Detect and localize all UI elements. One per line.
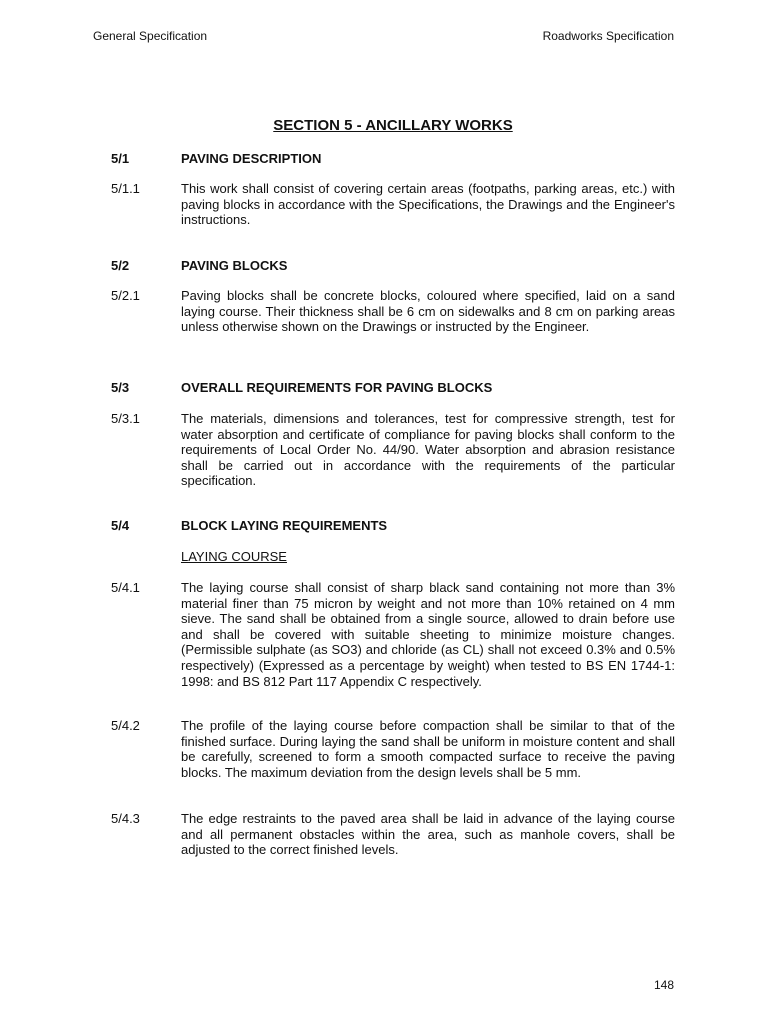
clause-number-5-1-1: 5/1.1 (111, 181, 140, 196)
clause-number-5-1: 5/1 (111, 151, 130, 166)
clause-text-5-2-1: Paving blocks shall be concrete blocks, coloured where specified, laid on a sand laying course. Their thickness shall be 6 cm on sidewalks and 8 cm on parking areas unless otherwise shown on the Drawings or instructed by the Engineer. (181, 288, 675, 335)
clause-heading-paving-description: PAVING DESCRIPTION (181, 151, 322, 166)
clause-text-5-4-2: The profile of the laying course before compaction shall be similar to that of the finished surface. During laying the sand shall be uniform in moisture content and shall be carefully, screened to form a smooth compacted surface to receive the paving blocks. The maximum deviation from the design levels shall be 5 mm. (181, 718, 675, 780)
section-title: SECTION 5 - ANCILLARY WORKS (273, 117, 513, 134)
subheading-laying-course: LAYING COURSE (181, 549, 287, 564)
clause-number-5-4-2: 5/4.2 (111, 718, 140, 733)
page-number: 148 (653, 978, 674, 992)
running-header-left: General Specification (93, 29, 208, 43)
clause-text-5-1-1: This work shall consist of covering certain areas (footpaths, parking areas, etc.) with paving blocks in accordance with the Specifications, the Drawings and the Engineer's instructions. (181, 181, 675, 228)
running-header-right: Roadworks Specification (542, 29, 674, 43)
clause-text-5-4-3: The edge restraints to the paved area shall be laid in advance of the laying course and all permanent obstacles within the area, such as manhole covers, shall be adjusted to the correct finished levels. (181, 811, 675, 858)
clause-number-5-3-1: 5/3.1 (111, 411, 140, 426)
clause-text-5-4-1: The laying course shall consist of sharp black sand containing not more than 3% material finer than 75 micron by weight and not more than 10% retained on 4 mm sieve. The sand shall be obtained from a single source, allowed to drain before use and shall be covered with suitable sheeting to minimize moisture changes. (Permissible sulphate (as SO3) and chloride (as CL) shall not exceed 0.3% and 0.5% respectively) (Expressed as a percentage by weight) when tested to BS EN 1744-1: 1998: and BS 812 Part 117 Appendix C respectively. (181, 580, 675, 689)
clause-number-5-4: 5/4 (111, 518, 130, 533)
clause-text-5-3-1: The materials, dimensions and tolerances, test for compressive strength, test for water absorption and certificate of compliance for paving blocks shall conform to the requirements of Local Order No. 44/90. Water absorption and abrasion resistance shall be carried out in accordance with the requirements of the particular specification. (181, 411, 675, 489)
clause-number-5-4-3: 5/4.3 (111, 811, 140, 826)
clause-number-5-4-1: 5/4.1 (111, 580, 140, 595)
clause-heading-paving-blocks: PAVING BLOCKS (181, 258, 288, 273)
clause-number-5-3: 5/3 (111, 380, 130, 395)
clause-heading-block-laying: BLOCK LAYING REQUIREMENTS (181, 518, 388, 533)
clause-number-5-2: 5/2 (111, 258, 130, 273)
clause-number-5-2-1: 5/2.1 (111, 288, 140, 303)
clause-heading-overall-requirements: OVERALL REQUIREMENTS FOR PAVING BLOCKS (181, 380, 493, 395)
